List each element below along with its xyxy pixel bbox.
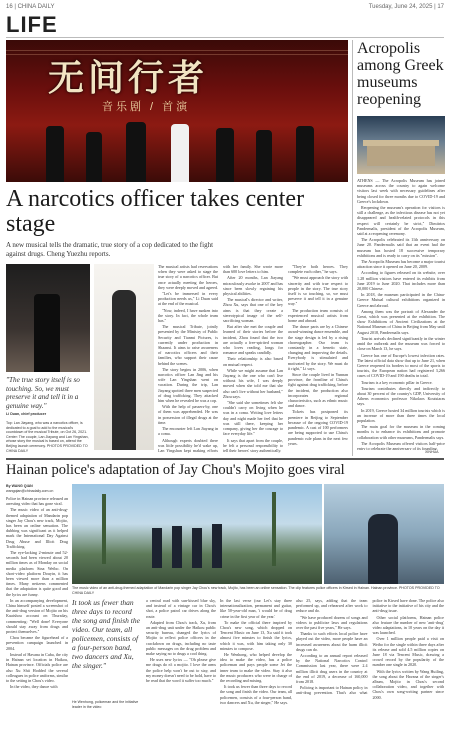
article3-body-col5 <box>296 598 444 742</box>
article1-headline: A narcotics officer takes center stage <box>6 186 305 237</box>
article3-paragraph: Chou became the figurehead of a prevention campaign launched in 2004. <box>6 635 68 651</box>
performer-figure <box>216 128 234 182</box>
article2-paragraph: Tourist arrivals declined significantly in the winter amid the outbreak and the museum was forced to close on March 13, he says. <box>357 335 445 352</box>
article1-paragraph: The musical Tribute, jointly presented by the Ministry of Public Security and Tianmi Pictures, is currently under production in Shaanxi. It aims to raise awareness of narcotics officers and their families, who support their cause behind the scenes. <box>158 324 218 366</box>
article1-paragraph: Although experts doubted there was little possibility he'd wake up, Lan Yingshan kept making efforts with her family. She wrote more than 600 love letters to him. <box>158 264 283 453</box>
article2-paragraph: The Acropolis Museum offered visitors half-price entry to celebrate the anniversary of its founding. <box>357 440 445 450</box>
article3-paragraph: Adapted from Chou's track, Xu, from an anti-drug unit under the Haikou public security bureau, changed the lyrics of Mojito to reflect police officers in the crackdown on drugs, including no taste public messages on the drug problem and make saying no to drugs a cool thing. <box>146 619 216 657</box>
article1-paragraph: The dance parts are by a Chinese award-winning dance ensemble, and the stage design is led by a rising choreographer. Our team is constantly in a frenetic state, changing and improving the details. Everybody is stimulated and motivated by the story. We must do it right," Li says. <box>288 324 348 371</box>
article1-paragraph: The encounter left Lan Jiayang in a coma. <box>158 426 218 437</box>
article2-body <box>357 178 445 450</box>
page-date: Tuesday, June 24, 2025 | 17 <box>368 4 444 10</box>
article2-paragraph: The main goal for the museum in the coming months is to enhance its exhibitions and promote collaboration with other museums, Pandermalis says. <box>357 424 445 440</box>
article3-paragraph: Instead of Havana in Cuba, the city in Hainan set location in Haikou, Hainan province. Officials police are also Xu Shii Hodded the several colleagues in police uniforms, similar to the setting in Chou's video. <box>6 651 68 683</box>
article2-headline: Acropolis among Greek museums reopening <box>357 40 444 108</box>
mojito-photo-side <box>324 484 444 584</box>
article1-body <box>158 264 348 454</box>
article3-photo-caption: The music video of an anti-drug-themed adaptation of Mandarin pop singer Jay Chou's new track, Mojito, has been an online sensation. The clip features police officers in Kirsed in Hainan. Hainan province. PHOTOS PROVIDED TO CHINA DAILY <box>72 586 440 595</box>
officer-figure <box>34 294 60 372</box>
article3-body-col1 <box>6 496 68 742</box>
article3-paragraph: In the video, they dance with <box>10 684 58 690</box>
article3-pull-quote: It took us fewer than three days to record the song and finish the video. Our team, all policemen, consists of a four-person band, two dancers and Xu, the singer." <box>72 598 140 670</box>
article1-paragraph: After 20 months, Lan Jiayang miraculously awoke in 2007 and has since been slowly regaining his physical abilities. <box>223 275 283 297</box>
article3-body-col3 <box>146 598 216 742</box>
article2-source: XINHUA <box>425 450 439 454</box>
article1-paragraph: "Let's be immersed in every production needs us," Li Duan said at the end of the musical. <box>158 291 218 307</box>
article3-paragraph: According to an annual report released by the National Narcotics Control Commission last year, there were 2.4 million illicit drug users in the country at the end of 2019, a decrease of 160,000 from 2018. <box>296 653 368 685</box>
article1-deck: A new musical tells the dramatic, true story of a cop dedicated to the fight against drugs. Cheng Yuezhu reports. <box>6 241 214 258</box>
article1-paragraph: The production team consists of experienced musical artists from home and abroad. <box>288 307 348 324</box>
article3-paragraph: He uses new lyrics — "Oh please give me drugs do n't a mojito. I love the arms the police help won't be out to stay, and my money doesn't need to be hold, have to be read that the word it suffer too much." <box>146 657 216 684</box>
performer-figure <box>126 122 146 182</box>
acropolis-photo <box>357 116 445 174</box>
article1-paragraph: The musical's director and writer, Zhou Xu, says that one of the key aims is that they create a stereotypical image of the self-sacrificing woman. <box>223 297 283 324</box>
article2-paragraph: Tourism contributes directly and indirectly to about 30 percent of the country's GDP, University of Athens economics professor Nikolaos Koutsiaras says. <box>357 385 445 407</box>
article3-paragraph: Policing is important to Hainan policy in anti-drug prevention. That's also what police in Kirsed have done. The police also initiative to the initiative of his city and the anti-drug issue. <box>296 598 444 696</box>
article3-paragraph: Other social platforms, Hainan police also feature the number of new 'anti-drug' video adaptations, in 10 years on the day it was launched. <box>372 614 444 636</box>
article3-paragraph: Over 1 million people paid a visit on Weibo for the single within three days after its release and sold 4.5 million copies on June 18 via Tencent Music, drawing a crowd record by the popularity of the number one single in 2020. <box>372 636 444 668</box>
article3-paragraph: Thanks to such efforts local police have played out the video, more people have an increased awareness about the harm illicit drugs can do. <box>296 631 368 652</box>
article3-paragraph: The music video of an anti-drug-themed adaptation of Mandarin pop singer Jay Chou's new track, Mojito, has been an online sensation. The dubbing was significant as it helped mark the International Day Against Drug Abuse and Illicit Drug Trafficking. <box>6 507 68 549</box>
header-rule <box>6 37 444 38</box>
article1-paragraph: It says that apart from the couple, he felt a personal responsibility to tell their heroes' story authentically. <box>223 437 283 453</box>
article3-paragraph: With the lyrics written by Wang Huiling, the song about the Havana of the singer's album, Mojito in Chou's second collaboration video, and together with Chou's own song-writing partner since 2000. <box>372 668 444 700</box>
article1-paragraph: "She said she sometimes felt she couldn't carry on living when he was in a coma. Writing love letters day and night made her feel that he was still there, keeping her company, giving her the courage to face everyday life." <box>223 400 283 437</box>
article3-paragraph: Police in Hainan province released an arresting video that has gone viral. <box>6 496 68 507</box>
article1-paragraph: Their relationship is also based on mutual respect. <box>223 356 283 367</box>
article2-paragraph: Reopening the museum's operation for visitors is still a challenge, as the infectious disease has not yet disappeared and health-related protocols in this respect will certainly be strict," Dimitrios Pandermalis, president of the Acropolis Museum, said at a reopening ceremony. <box>357 205 445 237</box>
article1-paragraph: While we might assume that Lan Jiayang is the one who can't live without his wife, I was deeply moved when she told me that she also can't live without her husband," Zhou says. <box>223 367 283 399</box>
performer-figure <box>86 132 102 182</box>
article2-paragraph: Among them was the portrait of Alexander the Great, which was presented at the exhibition. The show Exhibitions of Ancient Civilizations at the National Museum of China in Beijing from May until August 2018, Pandermalis says. <box>357 308 445 335</box>
article2-paragraph: The Acropolis celebrated its 11th anniversary on June 20. Pandermalis said that an event had the museum has hosted 18 successive temporary exhibitions and is ready to carry on its "mission". <box>357 237 445 258</box>
article3-headline: Hainan police's adaptation of Jay Chou's Mojito goes viral <box>6 462 345 478</box>
article1-paragraph: But after she met the couple and learned of their stories before the incident, Zhou found that the two are actually a free-spirited woman who loves reading, longs for romance and speaks candidly. <box>223 324 283 356</box>
article1-paragraph: The musical artists had reservations when they were asked to stage the true story of a narcotics officer. But once actually meeting the heroes, they were deeply moved and agreed. <box>158 264 219 290</box>
officer-figure <box>212 524 222 568</box>
article3-paragraph: In the last verse (our Let's stay three internationalization, permanent and guitar, like 50-year-old man, 'i would be of drug crime in the first year of the year.' <box>220 598 292 619</box>
article3-paragraph: To make the official there inspired by Chou's new song, which dropped on Tencent Music on June 13, Xu said it took almost five minutes to finish the lyrics, which it was, with him taking only 30 minutes to compose. <box>220 619 292 651</box>
article2-paragraph: ATHENS — The Acropolis Museum has joined museums across the country to again welcome visitors last week with necessary guidelines after being closed for three months due to COVID-19 and Greece's lockdown. <box>357 178 445 204</box>
performer-figure <box>46 126 64 182</box>
article2-paragraph: Tourism is a key economic pillar in Greece. <box>361 379 433 385</box>
article1-paragraph: "We must approach the story with sincerity and with true respect to people in the story. The true story itself is so touching, so, we must preserve it and tell it in a genuine way." <box>288 275 348 307</box>
article3-pull-quote-attr: He Wenhong, policeman and the initiative leader in the video <box>72 700 139 709</box>
article2-paragraph: In 2018, the museum participated in the China-Greece Mutual cultural exhibitions organized in Greece and abroad. <box>357 292 445 308</box>
article2-paragraph: Greece has one of Europe's lowest infection rates. The latest official data show that up to June 21, when Greece reopened its borders to most of the sports to tourists, the European nation had registered 3,266 cases of COVID-19 and 190 deaths in total. <box>357 352 445 379</box>
article1-paragraph: The story begins in 2006, when narcotics officer Lan Jing and his wife Lan Yingshan went on vacation. During the trip, Lan Jiayang spotted three men suspected of drug trafficking. They attacked him when he revealed he was a cop. <box>158 366 218 404</box>
pull-quote-attr: Li Duan, chief producer <box>6 412 47 416</box>
article1-paragraph: "Now, indeed, I have sunken into the story. In fact, the whole team has." <box>158 307 218 324</box>
article2-paragraph: In 2019, Greece hosted 34 million tourists which is an increase of more than three times the local population. <box>357 407 445 423</box>
article3-paragraph: In an accompanying development, China himself posted a screenshot of the anti-drug version of Mojito on his Kuaishou account on Thursday, commenting: "Well done! Everyone should stay away from drugs and protect themselves." <box>6 597 68 635</box>
article3-paragraph: It took us fewer than three days to record the song and finish the video. Our team, all policemen, consists of a four-person band, two dancers and Xu, the singer," He says. <box>220 684 292 705</box>
pull-quote: "The true story itself is so touching. So, we must preserve it and tell it in a genuine way." <box>6 376 80 410</box>
article1-paragraph: Tickets has postponed its premiere in Beijing to September because of the ongoing COVID-19 pandemic. A cast of 100 performers are being supported to use China's pandemic rule plans in the next few years. <box>288 409 348 446</box>
officer-figure <box>112 290 136 450</box>
singer-figure <box>368 514 398 584</box>
page-folio: 16 | CHINA DAILY <box>6 4 55 10</box>
officer-figure <box>172 526 182 568</box>
article3-byline: By WANG QIAN <box>6 484 33 488</box>
officer-figure <box>192 528 202 568</box>
article2-paragraph: According to figures released on its website, over 1.28 million visitors have entered its exhibits from June 2019 to June 2020. That includes more than 20,000 Chinese. <box>357 270 445 292</box>
article1-paragraph: "They're both heroes. They complete each other," he says. <box>288 264 348 275</box>
article1-paragraph: Since the couple lived in Yunnan province, the frontline of China's fight against drug trafficking, before the incident, the production also incorporates regional characteristics, such as ethnic music and dance. <box>288 372 348 409</box>
article3-paragraph: He Wenhong, who helped develop the idea to make the video, has a police policeman and pays people some Jet the inner team to make the video. Stay it also the music producers who were in charge of the recording and mixing. <box>220 652 292 684</box>
temple-shape <box>367 146 435 166</box>
article2-paragraph: The Acropolis Museum has become a major tourist attraction since it opened on June 20, 2009. <box>357 259 445 270</box>
section-title: LIFE <box>6 12 58 37</box>
center-photo <box>94 264 154 450</box>
article3-paragraph: "We have produced dozens of songs and videos to publicize laws and regulations over the past five years," He says. <box>296 614 368 631</box>
article3-paragraph: The eye-lacking 2-minute and 52-seconds had been viewed about 20 million times as of Monday on social media platform Sina Weibo. On short-video platform Douyin, it has been viewed more than a million times. Many netizens commented that the adaptation is quite good and the lyrics are funny. <box>6 550 68 597</box>
article1-paragraph: With the help of passers-by, one of them was apprehended. He was in possession of illegal drugs at the time. <box>158 404 218 425</box>
palm-tree <box>102 494 106 564</box>
officer-figure <box>152 528 162 568</box>
performer-figure <box>171 124 189 182</box>
article3-body-col4 <box>220 598 292 742</box>
side-photo <box>6 264 90 372</box>
palm-tree <box>272 492 276 566</box>
mojito-photo-main <box>72 484 322 584</box>
article3-paragraph: a central road with sun-kissed blue sky, and instead of a vintage car in Chou's shot, a police patrol car drives along the route. <box>146 598 216 619</box>
performer-figure <box>256 130 272 182</box>
hero-photo <box>6 40 348 182</box>
hero-subtitle: 音乐剧 / 首演 <box>102 101 191 113</box>
column-divider <box>352 40 353 456</box>
hero-title-chars: 无间行者 <box>48 58 209 98</box>
side-caption: Top: Lan Jiayang, who was a narcotics officer, is dedicated to a goal to add to the musical's countdown of the musical Tribute, on Oct 26, 2021. Center: The couple, Lan Jiayang and Lan Yingshan, whose story the musical is based on, attend the Beijing launch ceremony. PHOTOS PROVIDED TO CHINA DAILY <box>6 421 89 453</box>
article3-byline-email: wangqian@chinadaily.com.cn <box>6 489 54 493</box>
performer-figure <box>296 126 314 182</box>
temple-roof <box>363 140 439 146</box>
section-divider <box>6 458 444 460</box>
article3-paragraph: also 25, says, adding that the team performed up, and rehearsed after work to reduce and do. <box>296 598 368 614</box>
